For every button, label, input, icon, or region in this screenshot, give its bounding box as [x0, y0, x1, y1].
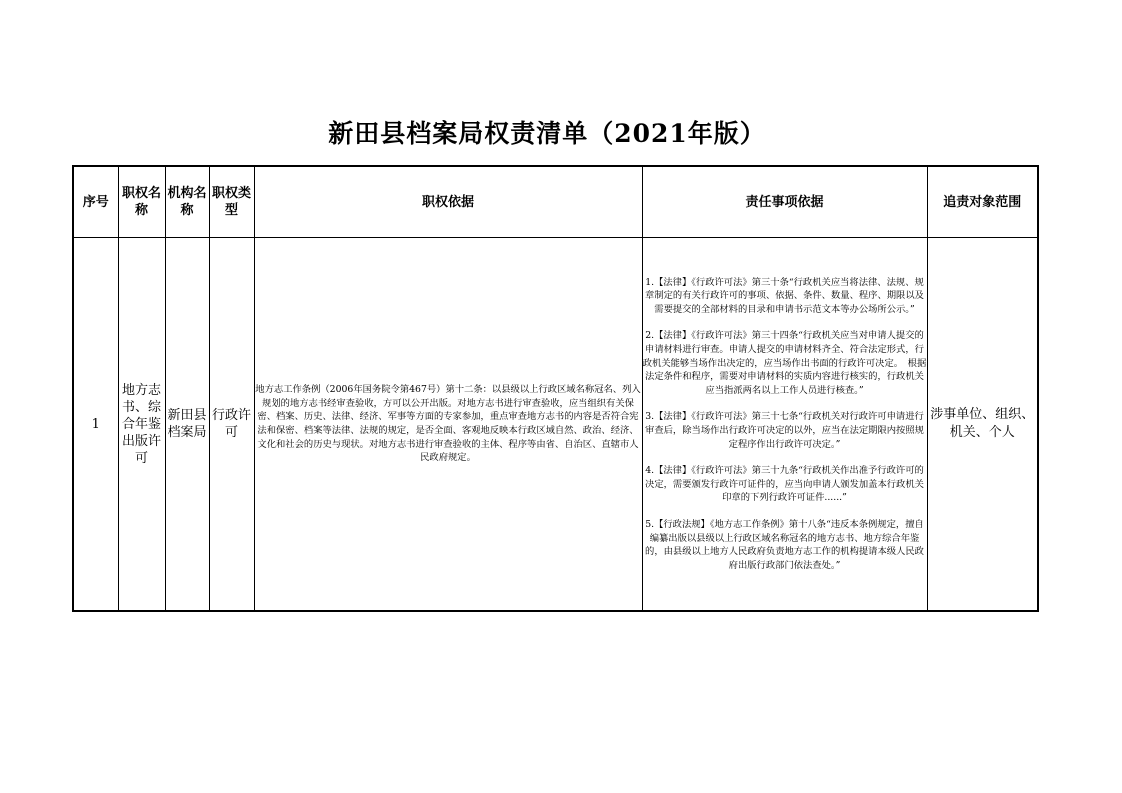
responsibility-item: 5.【行政法规】《地方志工作条例》第十八条“违反本条例规定，擅自编纂出版以县级以上行政区域名称冠名的地方志书、地方综合年鉴的，由县级以上地方人民政府负责地方志工作的机构提请本级人民政府出版行政部门依法查处。”	[645, 518, 924, 571]
header-basis: 职权依据	[254, 166, 642, 238]
page-title: 新田县档案局权责清单（2021年版）	[328, 119, 766, 148]
cell-responsibility	[642, 238, 927, 612]
power-list-table	[72, 165, 1039, 612]
cell-accountability: 涉事单位、组织、机关、个人	[927, 238, 1038, 612]
cell-power-name: 地方志书、综合年鉴出版许可	[118, 238, 165, 612]
header-org-name: 机构名称	[165, 166, 209, 238]
cell-seq: 1	[73, 238, 118, 612]
responsibility-item: 3.【法律】《行政许可法》第三十七条“行政机关对行政许可申请进行审查后，除当场作出行政许可决定的以外，应当在法定期限内按照规定程序作出行政许可决定。”	[645, 411, 924, 450]
header-seq: 序号	[73, 166, 118, 238]
cell-power-type: 行政许可	[209, 238, 254, 612]
responsibility-item: 1.【法律】《行政许可法》第三十条“行政机关应当将法律、法规、规章制定的有关行政许可的事项、依据、条件、数量、程序、期限以及需要提交的全部材料的目录和申请书示范文本等办公场所公示。”	[645, 276, 924, 315]
cell-basis: 地方志工作条例（2006年国务院令第467号）第十二条：以县级以上行政区域名称冠名、列入规划的地方志书经审查验收，方可以公开出版。对地方志书进行审查验收，应当组织有关保密、档案、历史、法律、经济、军事等方面的专家参加，重点审查地方志书的内容是否符合宪法和保密、档案等法律、法规的规定，是否全面、客观地反映本行政区域自然、政治、经济、文化和社会的历史与现状。对地方志书进行审查验收的主体、程序等由省、自治区、直辖市人民政府规定。	[254, 238, 642, 612]
responsibility-item: 4.【法律】《行政许可法》第三十九条“行政机关作出准予行政许可的决定，需要颁发行政许可证件的，应当向申请人颁发加盖本行政机关印章的下列行政许可证件......”	[645, 465, 924, 504]
table-header-row	[73, 166, 1038, 238]
responsibility-item: 2.【法律】《行政许可法》第三十四条“行政机关应当对申请人提交的申请材料进行审查。申请人提交的申请材料齐全、符合法定形式，行政机关能够当场作出决定的，应当场作出书面的行政许可决定。 根据法定条件和程序，需要对申请材料的实质内容进行核实的，行政机关应当指派两名以上工作人员进行核查。”	[642, 330, 927, 396]
cell-org-name: 新田县档案局	[165, 238, 209, 612]
header-power-name: 职权名称	[118, 166, 165, 238]
header-responsibility: 责任事项依据	[642, 166, 927, 238]
header-power-type: 职权类型	[209, 166, 254, 238]
header-accountability: 追责对象范围	[927, 166, 1038, 238]
table-row	[73, 238, 1038, 612]
